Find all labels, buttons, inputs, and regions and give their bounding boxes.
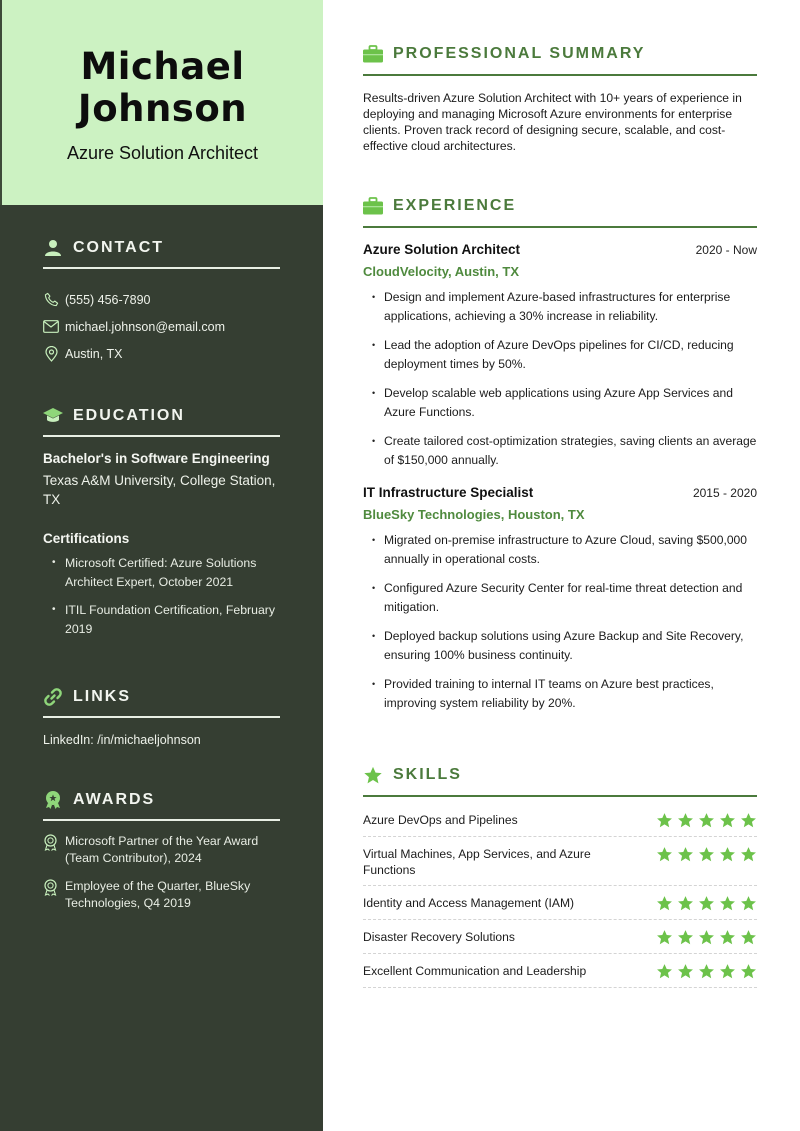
job-bullets bbox=[363, 288, 757, 469]
job-bullet: • Develop scalable web applications using Azure App Services and Azure Functions. bbox=[363, 384, 757, 421]
award-item: Microsoft Partner of the Year Award (Team Contributor), 2024 bbox=[43, 833, 280, 866]
star-icon bbox=[740, 929, 757, 946]
experience-heading: EXPERIENCE bbox=[363, 192, 757, 228]
star-icon bbox=[656, 963, 673, 980]
job-title: IT Infrastructure Specialist bbox=[363, 485, 534, 500]
first-name: Michael bbox=[80, 45, 245, 88]
summary-heading: PROFESSIONAL SUMMARY bbox=[363, 40, 757, 76]
star-icon bbox=[719, 846, 736, 863]
job-company: CloudVelocity, Austin, TX bbox=[363, 264, 520, 279]
job-dates: 2015 - 2020 bbox=[692, 486, 757, 500]
contact-email[interactable]: michael.johnson@email.com bbox=[43, 313, 280, 340]
star-icon bbox=[677, 929, 694, 946]
contact-location: Austin, TX bbox=[43, 340, 280, 367]
last-name: Johnson bbox=[77, 87, 248, 130]
skill-name: Azure DevOps and Pipelines bbox=[363, 813, 518, 827]
skills-section bbox=[363, 761, 757, 988]
phone-icon bbox=[43, 292, 59, 308]
star-icon bbox=[719, 895, 736, 912]
star-icon bbox=[719, 929, 736, 946]
skill-name: Virtual Machines, App Services, and Azure Functions bbox=[363, 847, 591, 877]
skill-rating bbox=[656, 846, 757, 863]
star-icon bbox=[740, 963, 757, 980]
school: Texas A&M University, College Station, TX bbox=[43, 473, 276, 507]
star-icon bbox=[656, 895, 673, 912]
job-bullet: • Configured Azure Security Center for real-time threat detection and mitigation. bbox=[363, 579, 757, 616]
star-icon bbox=[363, 765, 383, 785]
skill-rating bbox=[656, 929, 757, 946]
star-icon bbox=[677, 895, 694, 912]
star-icon bbox=[656, 929, 673, 946]
graduation-cap-icon bbox=[43, 406, 63, 426]
summary-text: Results-driven Azure Solution Architect with 10+ years of experience in deploying and managing Microsoft Azure environments for enterprise clients. Proven track record of designing secure, scalable, and cost-effective cloud architectures. bbox=[363, 91, 742, 153]
full-name bbox=[2, 46, 323, 130]
resume-header bbox=[0, 0, 323, 205]
job-bullet: • Lead the adoption of Azure DevOps pipelines for CI/CD, reducing deployment times by 50%. bbox=[363, 336, 757, 373]
user-icon bbox=[43, 238, 63, 258]
star-icon bbox=[719, 963, 736, 980]
star-icon bbox=[656, 846, 673, 863]
job-bullet: • Deployed backup solutions using Azure Backup and Site Recovery, ensuring 100% business continuity. bbox=[363, 627, 757, 664]
skill-name: Excellent Communication and Leadership bbox=[363, 964, 587, 978]
job-company: BlueSky Technologies, Houston, TX bbox=[363, 507, 585, 522]
mail-icon bbox=[43, 319, 59, 335]
skill-row bbox=[363, 920, 757, 954]
links-heading: LINKS bbox=[43, 684, 280, 718]
award-ribbon-icon bbox=[43, 834, 59, 852]
link-icon bbox=[43, 687, 63, 707]
star-icon bbox=[698, 846, 715, 863]
contact-phone[interactable]: (555) 456-7890 bbox=[43, 286, 280, 313]
job-entry bbox=[363, 242, 757, 469]
certification-item: • ITIL Foundation Certification, February 2019 bbox=[43, 601, 280, 638]
education-section bbox=[43, 403, 280, 648]
job-title-heading: Azure Solution Architect bbox=[66, 143, 259, 163]
education-heading: EDUCATION bbox=[43, 403, 280, 437]
skill-rating bbox=[656, 812, 757, 829]
briefcase-icon bbox=[363, 44, 383, 64]
star-icon bbox=[656, 812, 673, 829]
skill-name: Identity and Access Management (IAM) bbox=[363, 896, 575, 910]
certifications-heading: Certifications bbox=[43, 531, 130, 546]
star-icon bbox=[740, 812, 757, 829]
skill-rating bbox=[656, 963, 757, 980]
experience-section bbox=[363, 192, 757, 723]
skill-row bbox=[363, 837, 757, 886]
star-icon bbox=[698, 895, 715, 912]
certification-item: • Microsoft Certified: Azure Solutions Architect Expert, October 2021 bbox=[43, 554, 280, 591]
linkedin-link[interactable]: LinkedIn: /in/michaeljohnson bbox=[43, 733, 201, 747]
skill-rating bbox=[656, 895, 757, 912]
skill-name: Disaster Recovery Solutions bbox=[363, 930, 515, 944]
job-entry bbox=[363, 485, 757, 712]
job-bullet: • Provided training to internal IT teams on Azure best practices, improving system reliability by 20%. bbox=[363, 675, 757, 712]
star-icon bbox=[677, 846, 694, 863]
summary-section bbox=[363, 40, 757, 154]
star-icon bbox=[740, 846, 757, 863]
degree: Bachelor's in Software Engineering bbox=[43, 451, 270, 466]
star-icon bbox=[719, 812, 736, 829]
star-icon bbox=[677, 963, 694, 980]
contact-section bbox=[43, 235, 280, 367]
job-bullet: • Create tailored cost-optimization strategies, saving clients an average of $150,000 annually. bbox=[363, 432, 757, 469]
job-bullet: • Migrated on-premise infrastructure to Azure Cloud, saving $500,000 annually in operational costs. bbox=[363, 531, 757, 568]
job-bullet: • Design and implement Azure-based infrastructures for enterprise applications, achieving a 30% increase in reliability. bbox=[363, 288, 757, 325]
star-icon bbox=[698, 812, 715, 829]
job-dates: 2020 - Now bbox=[695, 243, 757, 257]
skills-list bbox=[363, 803, 757, 988]
skill-row bbox=[363, 954, 757, 988]
award-ribbon-icon bbox=[43, 879, 59, 897]
links-section bbox=[43, 684, 280, 747]
star-icon bbox=[677, 812, 694, 829]
star-icon bbox=[698, 929, 715, 946]
award-badge-icon bbox=[43, 790, 63, 810]
awards-heading: AWARDS bbox=[43, 787, 280, 821]
star-icon bbox=[740, 895, 757, 912]
job-title: Azure Solution Architect bbox=[363, 242, 521, 257]
awards-section bbox=[43, 787, 280, 911]
skill-row bbox=[363, 803, 757, 837]
star-icon bbox=[698, 963, 715, 980]
briefcase-icon bbox=[363, 196, 383, 216]
contact-heading: CONTACT bbox=[43, 235, 280, 269]
skills-heading: SKILLS bbox=[363, 761, 757, 797]
location-pin-icon bbox=[43, 346, 59, 362]
award-item: Employee of the Quarter, BlueSky Technologies, Q4 2019 bbox=[43, 878, 280, 911]
certifications-list bbox=[43, 554, 280, 638]
job-bullets bbox=[363, 531, 757, 712]
skill-row bbox=[363, 886, 757, 920]
